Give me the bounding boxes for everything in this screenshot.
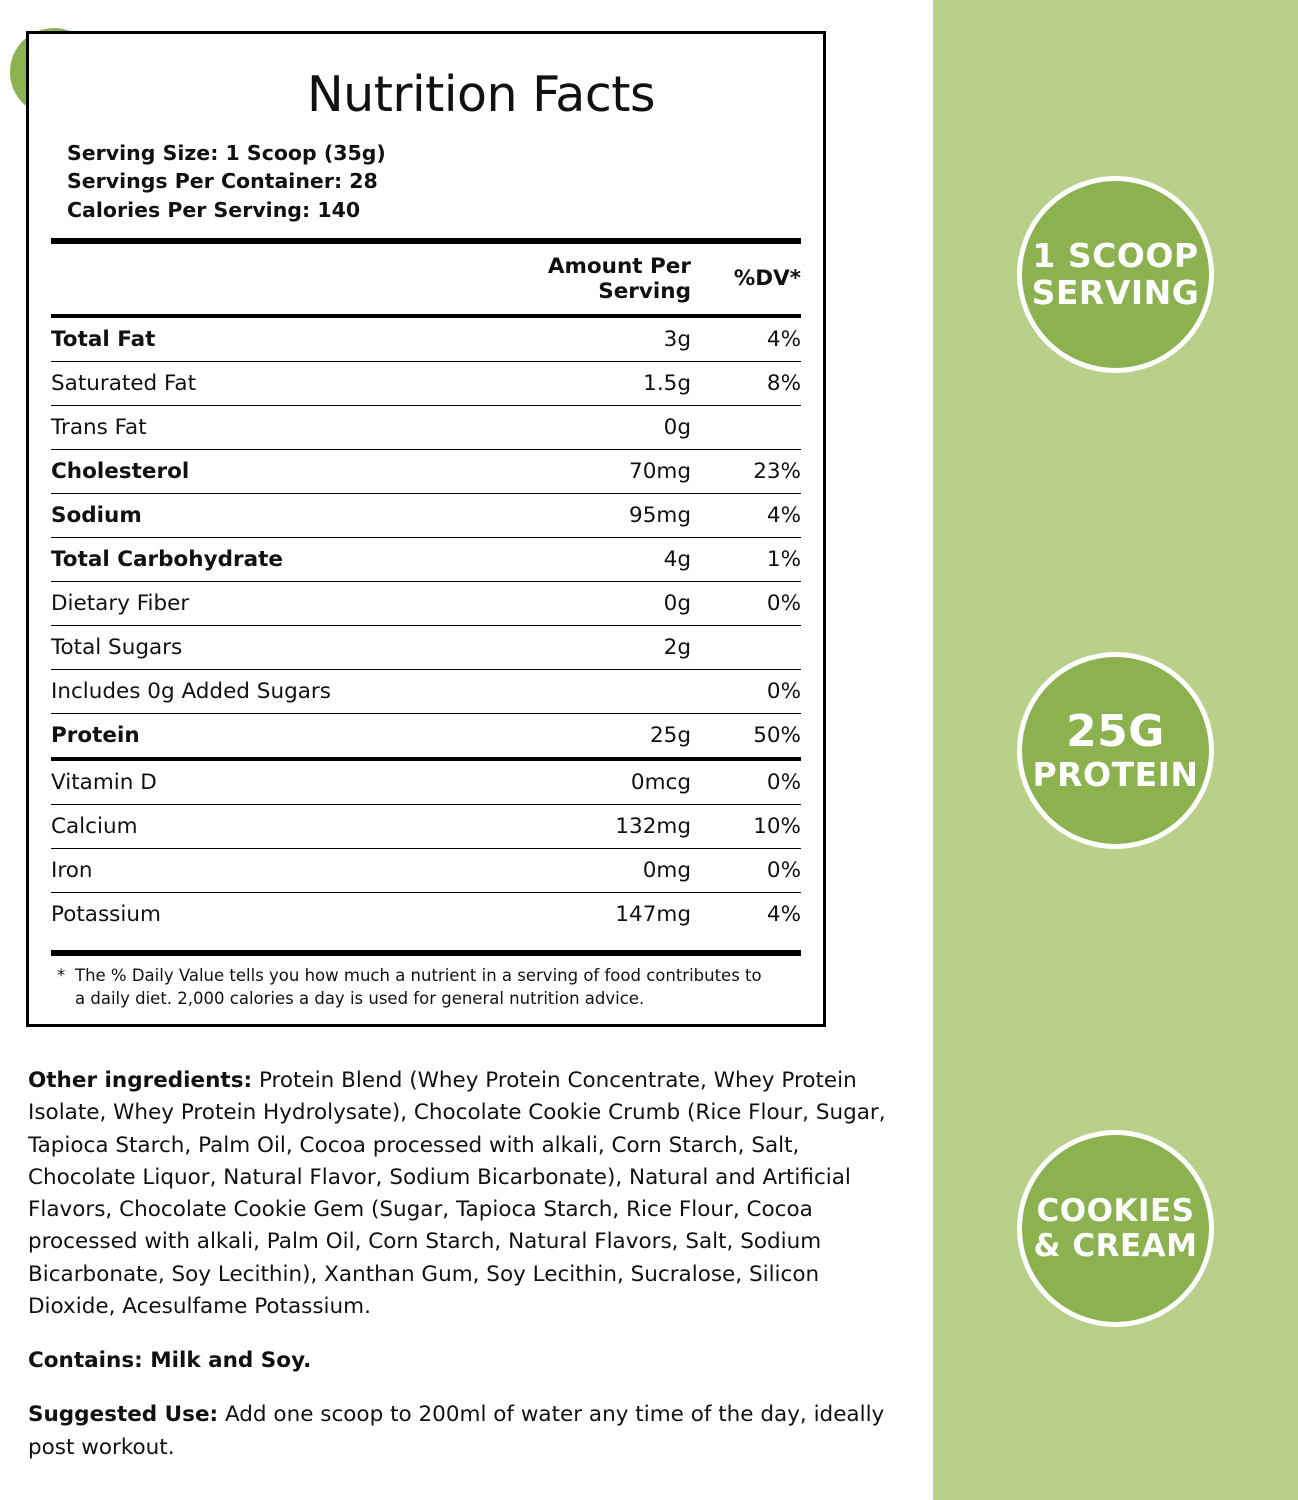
nutrition-facts-panel	[26, 31, 826, 1027]
table-row: Total Fat 3g 4%	[51, 316, 801, 362]
contains-text: Milk and Soy.	[142, 1348, 312, 1373]
servings-per-container: Servings Per Container: 28	[67, 169, 378, 194]
contains-heading: Contains:	[28, 1348, 143, 1373]
header-dv: %DV*	[733, 266, 801, 292]
badge-protein-line2: PROTEIN	[1032, 754, 1199, 794]
badge-flavor-line1: COOKIES	[1036, 1192, 1195, 1229]
suggested-use-text: Add one scoop to 200ml of water any time of the day, ideally post workout.	[28, 1402, 885, 1460]
table-row: Total Sugars 2g	[51, 625, 801, 669]
table-row: Cholesterol 70mg 23%	[51, 449, 801, 493]
other-ingredients-text: Protein Blend (Whey Protein Concentrate, Whey Protein Isolate, Whey Protein Hydrolysate), Chocolate Cookie Crumb (Rice Flour, Sugar, Tapioca Starch, Palm Oil, Cocoa processed with alkali, Corn Starch, Salt, Chocolate Liquor, Natural Flavor, Sodium Bicarbonate), Natural and Artificial Flavors, Chocolate Cookie Gem (Sugar, Tapioca Starch, Rice Flour, Cocoa processed with alkali, Palm Oil, Corn Starch, Natural Flavors, Salt, Sodium Bicarbonate, Soy Lecithin), Xanthan Gum, Soy Lecithin, Sucralose, Silicon Dioxide, Acesulfame Potassium.	[28, 1068, 886, 1319]
table-row: Vitamin D 0mcg 0%	[51, 759, 801, 805]
footnote-star: *	[57, 965, 66, 985]
table-row: Includes 0g Added Sugars 0%	[51, 669, 801, 713]
daily-value-footnote	[51, 956, 801, 1010]
badge-serving	[1017, 176, 1214, 373]
header-amount-per-serving: Amount Per Serving	[547, 253, 691, 304]
badge-flavor-line2: & CREAM	[1033, 1227, 1198, 1264]
badge-flavor	[1017, 1130, 1214, 1327]
nutrition-table	[51, 244, 801, 936]
contains-statement	[28, 1345, 908, 1377]
badge-serving-line1: 1 SCOOP	[1032, 235, 1199, 275]
table-row: Iron 0mg 0%	[51, 848, 801, 892]
other-ingredients-heading: Other ingredients:	[28, 1068, 253, 1093]
serving-info	[51, 139, 801, 224]
other-ingredients	[28, 1065, 908, 1323]
badge-protein	[1017, 652, 1214, 849]
suggested-use	[28, 1399, 908, 1464]
ingredients-section	[28, 1065, 908, 1486]
suggested-use-heading: Suggested Use:	[28, 1402, 219, 1428]
table-row: Sodium 95mg 4%	[51, 493, 801, 537]
table-row: Calcium 132mg 10%	[51, 804, 801, 848]
table-row: Trans Fat 0g	[51, 405, 801, 449]
badge-serving-line2: SERVING	[1031, 272, 1200, 312]
page-title: Nutrition Facts	[306, 66, 655, 123]
calories-per-serving: Calories Per Serving: 140	[67, 197, 361, 222]
table-header-row	[51, 244, 801, 316]
badge-protein-line1: 25G	[1066, 706, 1165, 758]
green-side-panel	[933, 0, 1298, 1500]
table-row: Total Carbohydrate 4g 1%	[51, 537, 801, 581]
table-row: Dietary Fiber 0g 0%	[51, 581, 801, 625]
table-row: Saturated Fat 1.5g 8%	[51, 361, 801, 405]
table-row: Protein 25g 50%	[51, 713, 801, 759]
footnote-text: The % Daily Value tells you how much a nutrient in a serving of food contributes to a daily diet. 2,000 calories a day is used for general nutrition advice.	[75, 965, 762, 1008]
serving-size: Serving Size: 1 Scoop (35g)	[67, 141, 386, 165]
table-row: Potassium 147mg 4%	[51, 892, 801, 936]
